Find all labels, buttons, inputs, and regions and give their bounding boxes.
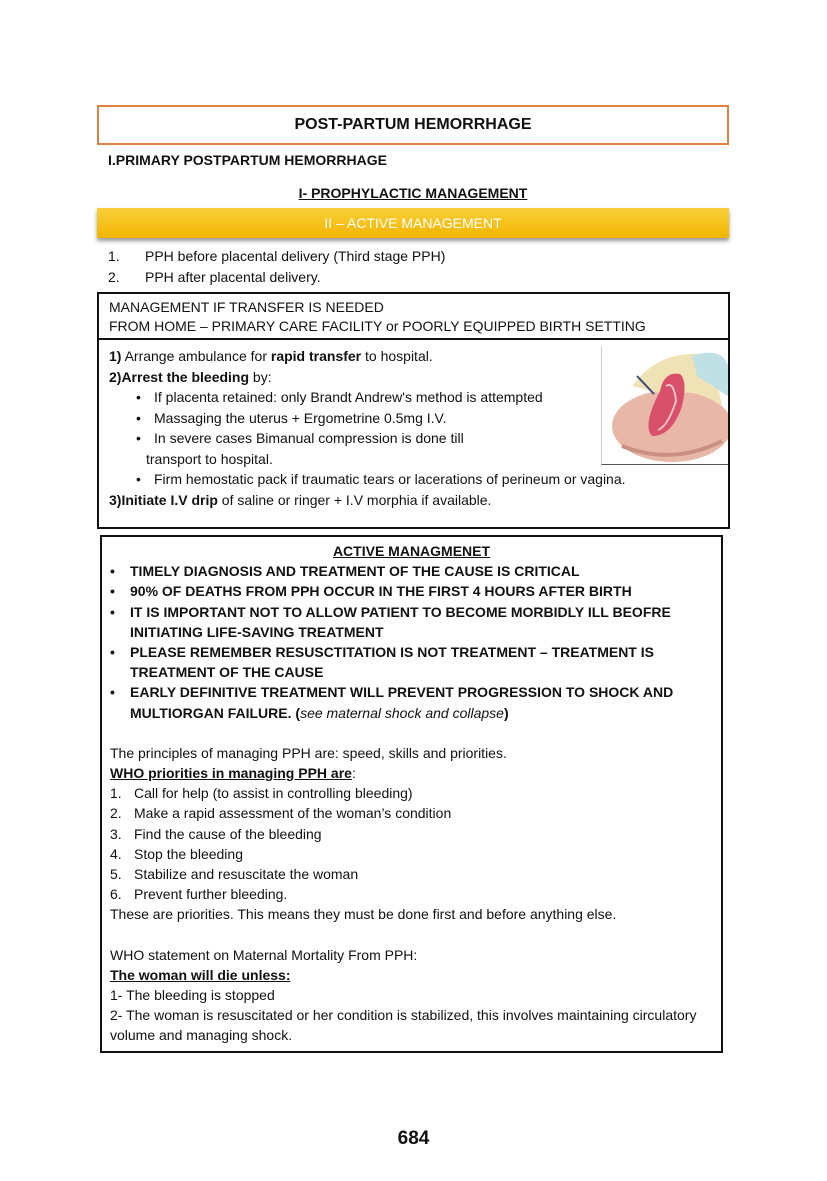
prophylactic-heading: I- PROPHYLACTIC MANAGEMENT [298, 185, 528, 201]
bimanual-compression-illustration [601, 346, 728, 465]
active-management-box [100, 535, 723, 1053]
text: to hospital. [361, 348, 433, 364]
critical-point: • 90% OF DEATHS FROM PPH OCCUR IN THE FIRST 4 HOURS AFTER BIRTH [110, 581, 713, 601]
list-number: 3. [110, 825, 122, 842]
text-bold: WHO priorities in managing PPH are [110, 765, 352, 782]
list-number: 1. [108, 248, 120, 264]
critical-point: • IT IS IMPORTANT NOT TO ALLOW PATIENT TO BECOME MORBIDLY ILL BEOFRE INITIATING LIFE-SAVING TREATMENT [110, 602, 713, 642]
text: : [351, 765, 356, 782]
pph-type-list [108, 246, 445, 288]
list-number: 1. [110, 785, 122, 802]
list-text: Stabilize and resuscitate the woman [134, 866, 359, 883]
list-number: 2. [110, 805, 122, 822]
priority-item [110, 884, 713, 904]
list-text: Make a rapid assessment of the woman’s condition [134, 805, 452, 822]
text: ) [503, 704, 509, 721]
text: of saline or ringer + I.V morphia if available. [217, 491, 492, 508]
bullet-item: • Firm hemostatic pack if traumatic tears or lacerations of perineum or vagina. [109, 469, 718, 490]
critical-point: • PLEASE REMEMBER RESUSCTITATION IS NOT TREATMENT – TREATMENT IS TREATMENT OF THE CAUSE [110, 642, 713, 682]
list-number: 4. [110, 845, 122, 862]
transfer-management-box [97, 292, 730, 529]
priority-item [110, 864, 713, 884]
text: by: [249, 368, 272, 385]
list-text: PPH after placental delivery. [145, 269, 321, 285]
priority-item [110, 783, 713, 803]
text: Arrange ambulance for [121, 348, 271, 364]
list-number: 5. [110, 866, 122, 883]
text: EARLY DEFINITIVE TREATMENT WILL PREVENT PROGRESSION TO SHOCK AND MULTIORGAN FAILURE. ( [130, 684, 674, 721]
principles-text: The principles of managing PPH are: speed, skills and priorities. [110, 744, 507, 761]
critical-point: • TIMELY DIAGNOSIS AND TREATMENT OF THE CAUSE IS CRITICAL [110, 561, 713, 581]
priority-item [110, 824, 713, 844]
bullet-item: • Massaging the uterus + Ergometrine 0.5mg I.V. [109, 408, 718, 429]
active-management-banner: II – ACTIVE MANAGEMENT [97, 208, 729, 238]
section-heading: I.PRIMARY POSTPARTUM HEMORRHAGE [108, 152, 387, 168]
who-statement: WHO statement on Maternal Mortality From PPH: [110, 946, 418, 963]
step-3 [109, 490, 718, 511]
list-text: PPH before placental delivery (Third stage PPH) [145, 248, 446, 264]
text-bold: rapid transfer [270, 348, 362, 364]
list-text: Stop the bleeding [134, 845, 243, 862]
transfer-header-line: MANAGEMENT IF TRANSFER IS NEEDED [109, 299, 384, 315]
condition-item: 2- The woman is resuscitated or her condition is stabilized, this involves maintaining circulatory volume and managing shock. [110, 1007, 697, 1044]
bullet-item: • If placenta retained: only Brandt Andrew's method is attempted [109, 387, 718, 408]
list-item [108, 267, 445, 288]
bullet-continuation: transport to hospital. [146, 450, 273, 467]
priority-item [110, 844, 713, 864]
list-text: Call for help (to assist in controlling bleeding) [134, 785, 413, 802]
text-bold: 3)Initiate I.V drip [109, 491, 218, 508]
condition-item: 1- The bleeding is stopped [110, 987, 275, 1004]
active-heading: ACTIVE MANAGMENET [332, 543, 491, 559]
die-unless-heading: The woman will die unless: [110, 966, 291, 983]
priorities-note: These are priorities. This means they must be done first and before anything else. [110, 906, 617, 923]
list-number: 6. [110, 886, 122, 903]
list-text: Prevent further bleeding. [134, 886, 288, 903]
text-bold: 2)Arrest the bleeding [109, 368, 250, 385]
priority-item [110, 803, 713, 823]
list-item [108, 246, 445, 267]
bullet-item: • In severe cases Bimanual compression is done till [109, 428, 718, 449]
cross-reference: see maternal shock and collapse [300, 704, 504, 721]
list-number: 2. [108, 269, 120, 285]
list-text: Find the cause of the bleeding [134, 825, 322, 842]
page-title: POST-PARTUM HEMORRHAGE [97, 105, 729, 145]
transfer-header [99, 294, 728, 340]
page-number: 684 [397, 1128, 430, 1149]
step-number: 1) [109, 348, 122, 364]
critical-point [110, 682, 713, 722]
who-priorities-heading [110, 763, 713, 783]
transfer-header-line: FROM HOME – PRIMARY CARE FACILITY or POORLY EQUIPPED BIRTH SETTING [109, 318, 646, 334]
